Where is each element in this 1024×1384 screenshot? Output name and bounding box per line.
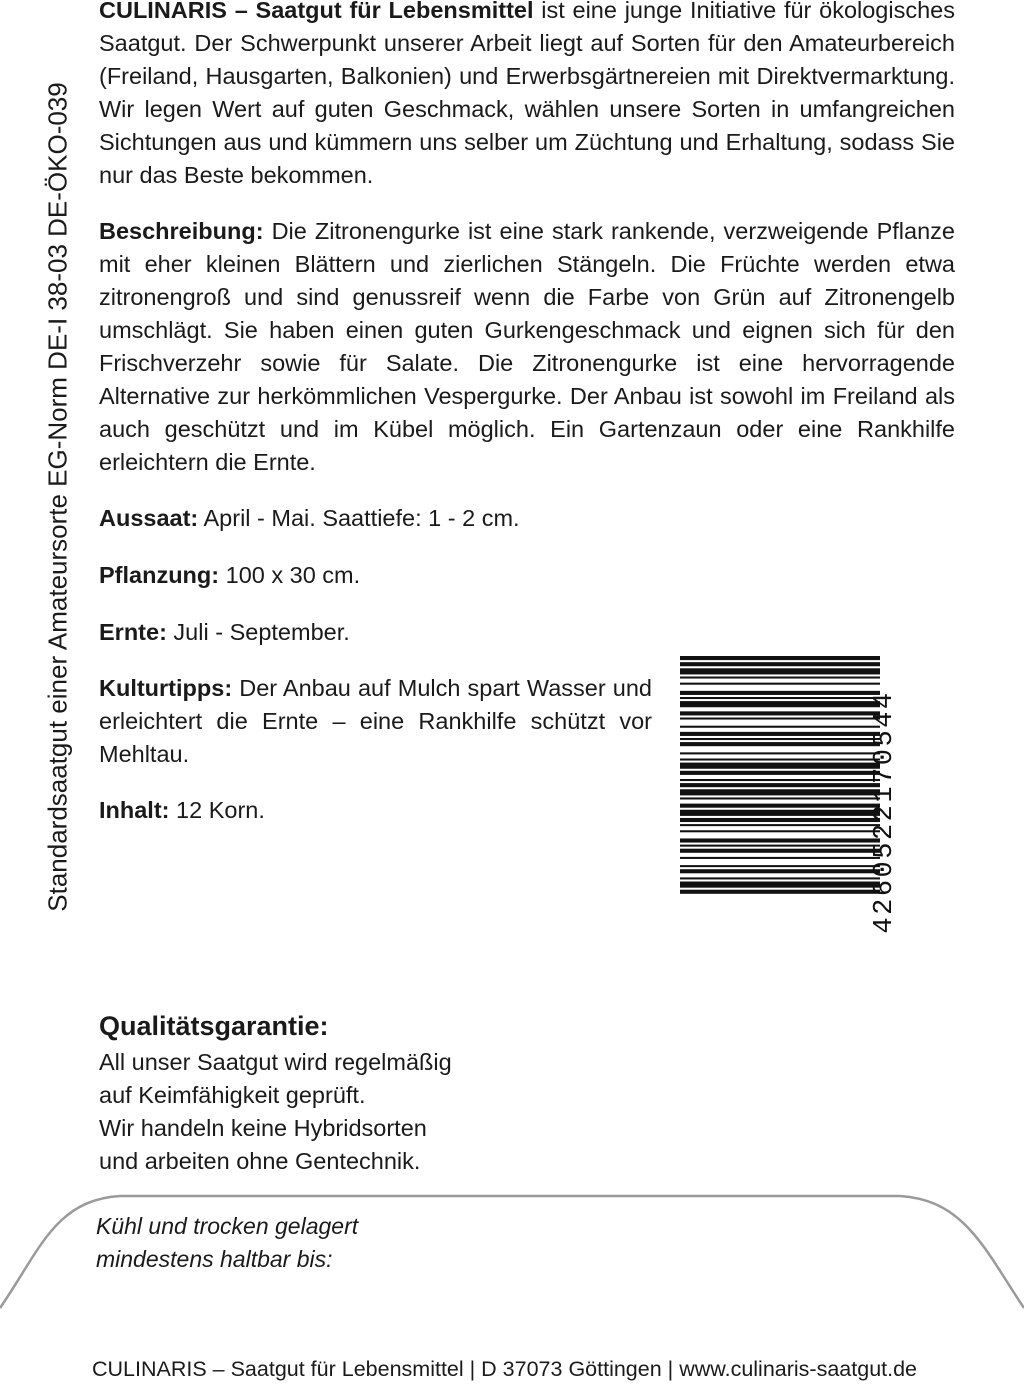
barcode-bar [680,797,880,799]
barcode-bar [680,849,880,853]
cultivation-tips-text: Der Anbau auf Mulch spart Wasser und erleichtert die Ernte – eine Rankhilfe schützt vor Mehltau. [99,675,652,767]
barcode-bar [680,810,880,816]
barcode-bar [680,865,880,867]
cultivation-tips-label: Kulturtipps: [99,675,233,701]
planting-text: 100 x 30 cm. [219,562,361,588]
description-label: Beschreibung: [99,218,264,244]
barcode-bar [680,771,880,775]
barcode-bar [680,677,880,679]
barcode-bar [680,691,880,695]
quality-line: auf Keimfähigkeit geprüft. [99,1082,366,1108]
barcode-bar [680,830,880,832]
sowing-text: April - Mai. Saattiefe: 1 - 2 cm. [198,505,520,531]
best-before-line: mindestens haltbar bis: [96,1246,333,1272]
planting-line [99,559,360,592]
barcode-bar [680,845,880,847]
barcode-bar [680,656,880,660]
company-name: CULINARIS – Saatgut für Lebensmittel [99,0,534,23]
barcode-bar [680,804,880,808]
barcode-bar [680,877,880,879]
storage-note [96,1210,358,1276]
barcode-bar [680,732,880,736]
barcode-bar [680,857,880,859]
storage-line: Kühl und trocken gelagert [96,1213,359,1239]
barcode-bar [680,697,880,699]
barcode-bar [680,668,880,674]
footer-address: CULINARIS – Saatgut für Lebensmittel | D 37073 Göttingen | www.culinaris-saatgut.de [92,1357,918,1381]
certification-side-text: Standardsaatgut einer Amateursorte EG-Norm DE-I 38-03 DE-ÖKO-039 [42,82,73,912]
barcode-bar [680,789,880,795]
cultivation-tips-paragraph [99,672,652,771]
barcode-bar [680,882,880,888]
barcode-bar [680,890,880,894]
barcode-bar [680,662,880,666]
intro-paragraph [99,0,955,192]
barcode-bar [680,726,880,728]
planting-label: Pflanzung: [99,562,220,588]
barcode-bar [680,752,880,754]
harvest-text: Juli - September. [166,619,350,645]
barcode-bar [680,683,880,685]
barcode-bar [680,701,880,707]
barcode-bar [680,869,880,873]
quality-line: Wir handeln keine Hybridsorten [99,1115,427,1141]
description-paragraph [99,215,955,479]
barcode-bar [680,759,880,761]
barcode-bar [680,763,880,769]
barcode-bar [680,838,880,842]
content-line [99,794,265,827]
barcode-bar [680,718,880,720]
description-text: Die Zitronengurke ist eine stark rankende, verzweigende Pflanze mit eher kleinen Blättern und zierlichen Stängeln. Die Früchte werden etwa zitronengroß und sind genussreif wenn die Farbe von Grün auf Zitronengelb umschlägt. Sie haben einen guten Gurkengeschmack und eignen sich für den Frischverzehr sowie für Salate. Die Zitronengurke ist eine hervorragende Alternative zur herkömmlichen Vespergurke. Der Anbau ist sowohl im Freiland als auch geschützt und im Kübel möglich. Ein Gartenzaun oder eine Rankhilfe erleichtern die Ernte. [99,218,955,475]
barcode-bar [680,742,880,746]
content-label: Inhalt: [99,797,170,823]
harvest-label: Ernte: [99,619,167,645]
harvest-line [99,616,350,649]
barcode-bar [680,783,880,787]
quality-line: All unser Saatgut wird regelmäßig [99,1049,452,1075]
barcode-bar [680,738,880,740]
quality-guarantee-title: Qualitätsgarantie: [99,1011,329,1041]
barcode-bar [680,711,880,715]
content-text: 12 Korn. [169,797,265,823]
quality-guarantee-text [99,1046,452,1178]
quality-line: und arbeiten ohne Gentechnik. [99,1148,421,1174]
barcode-number: 4260522170544 [870,690,900,934]
intro-text: ist eine junge Initiative für ökologisches Saatgut. Der Schwerpunkt unserer Arbeit liegt auf Sorten für den Amateurbereich (Freiland, Hausgarten, Balkonien) und Erwerbsgärtnereien mit Direktvermarktung. Wir legen Wert auf guten Geschmack, wählen unsere Sorten in umfangreichen Sichtungen aus und kümmern uns selber um Züchtung und Erhaltung, sodass Sie nur das Beste bekommen. [99,0,955,188]
sowing-label: Aussaat: [99,505,199,531]
sowing-line [99,502,520,535]
barcode-bar [680,779,880,781]
barcode-bar [680,818,880,822]
barcode-bar [680,824,880,826]
